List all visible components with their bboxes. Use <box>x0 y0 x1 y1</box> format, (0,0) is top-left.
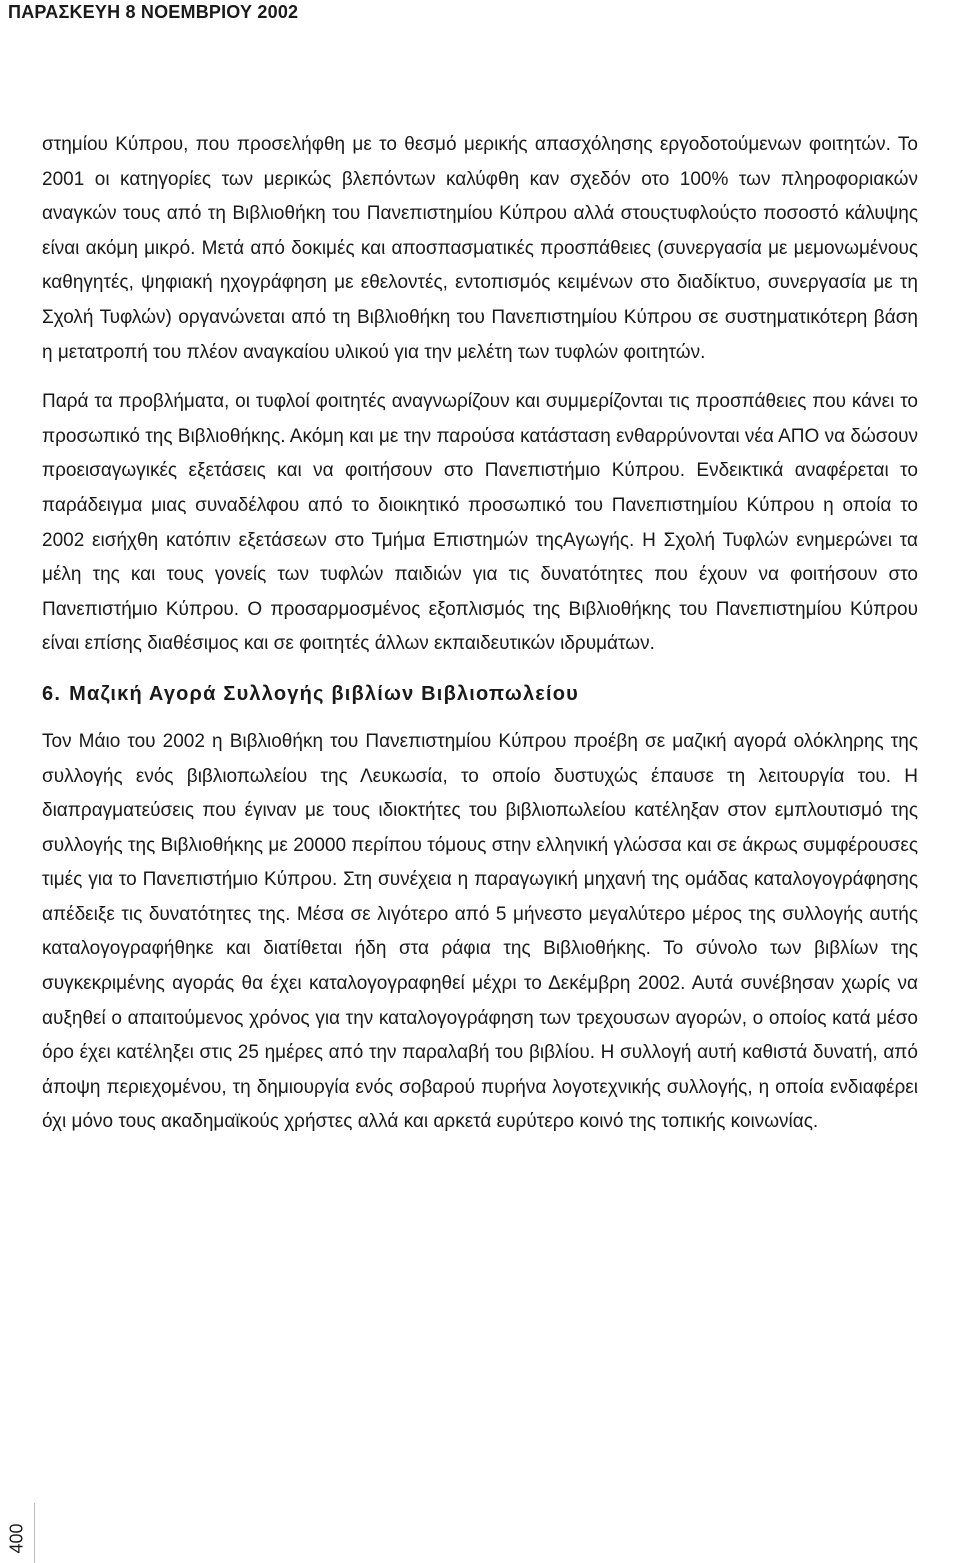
page-number <box>0 1503 34 1563</box>
page-body <box>42 128 918 1140</box>
page-number-rule <box>34 1503 35 1563</box>
body-paragraph: Παρά τα προβλήματα, οι τυφλοί φοιτητές αναγνωρίζουν και συμμερίζονται τις προσπάθειες που κάνει το προσωπικό της Βιβλιοθήκης. Ακόμη και με την παρούσα κατάσταση ενθαρρύνονται νέα ΑΠΟ να δώσουν προεισαγωγικές εξετάσεις και να φοιτήσουν στο Πανεπιστήμιο Κύπρου. Ενδεικτικά αναφέρεται το παράδειγμα μιας συναδέλφου από το διοικητικό προσωπικό του Πανεπιστημίου Κύπρου η οποία το 2002 εισήχθη κατόπιν εξετάσεων στο Τμήμα Επιστημών τηςΑγωγής. Η Σχολή Τυφλών ενημερώνει τα μέλη της και τους γονείς των τυφλών παιδιών για τις δυνατότητες που έχουν να φοιτήσουν στο Πανεπιστήμιο Κύπρου. Ο προσαρμοσμένος εξοπλισμός της Βιβλιοθήκης του Πανεπιστημίου Κύπρου είναι επίσης διαθέσιμος και σε φοιτητές άλλων εκπαιδευτικών ιδρυμάτων. <box>42 391 918 655</box>
section-paragraph: Τον Μάιο του 2002 η Βιβλιοθήκη του Πανεπιστημίου Κύπρου προέβη σε μαζική αγορά ολόκληρης της συλλογής ενός βιβλιοπωλείου της Λευκωσία, το οποίο δυστυχώς έπαυσε τη λειτουργία του. Η διαπραγματεύσεις που έγιναν με τους ιδιοκτήτες του βιβλιοπωλείου κατέληξαν στον εμπλουτισμό της συλλογής της Βιβλιοθήκης με 20000 περίπου τόμους στην ελληνική γλώσσα και σε άκρως συμφέρουσες τιμές για το Πανεπιστήμιο Κύπρου. Στη συνέχεια η παραγωγική μηχανή της ομάδας καταλογογράφησης απέδειξε τις δυνατότητες της. Μέσα σε λιγότερο από 5 μήνεστο μεγαλύτερο μέρος της συλλογής αυτής καταλογογραφήθηκε και διατίθεται ήδη στα ράφια της Βιβλιοθήκης. Το σύνολο των βιβλίων της συγκεκριμένης αγοράς θα έχει καταλογογραφηθεί μέχρι το Δεκέμβρη 2002. Αυτά συνέβησαν χωρίς να αυξηθεί ο απαιτούμενος χρόνος για την καταλογογράφηση των τρεχουσων αγορών, ο οποίος κατά μέσο όρο έχει κατέληξει στις 25 ημέρες από την παραλαβή του βιβλίου. Η συλλογή αυτή καθιστά δυνατή, από άποψη περιεχομένου, τη δημιουργία ενός σοβαρού πυρήνα λογοτεχνικής συλλογής, η οποία ενδιαφέρει όχι μόνο τους ακαδημαϊκούς χρήστες αλλά και αρκετά ευρύτερο κοινό της τοπικής κοινωνίας. <box>42 730 918 1133</box>
section-number: 6. <box>42 682 62 705</box>
page-number-label: 400 <box>6 1523 27 1554</box>
section-heading <box>42 677 918 711</box>
body-paragraph: στημίου Κύπρου, που προσελήφθη με το θεσμό μερικής απασχόλησης εργοδοτούμενων φοιτητών. Το 2001 οι κατηγορίες των μερικώς βλεπόντων καλύφθη καν σχεδόν οτο 100% των πληροφοριακών αναγκών τους από τη Βιβλιοθήκη του Πανεπιστημίου Κύπρου αλλά στουςτυφλούςτο ποσοστό κάλυψης είναι ακόμη μικρό. Μετά από δοκιμές και αποσπασματικές προσπάθειες (συνεργασία με μεμονωμένους καθηγητές, ψηφιακή ηχογράφηση με εθελοντές, εντοπισμός κειμένων στο διαδίκτυο, συνεργασία με τη Σχολή Τυφλών) οργανώνεται από τη Βιβλιοθήκη του Πανεπιστημίου Κύπρου σε συστηματικότερη βάση η μετατροπή του πλέον αναγκαίου υλικού για την μελέτη των τυφλών φοιτητών. <box>42 134 918 363</box>
running-header: ΠΑΡΑΣΚΕΥΗ 8 ΝΟΕΜΒΡΙΟΥ 2002 <box>8 2 299 22</box>
section-title: Μαζική Αγορά Συλλογής βιβλίων Βιβλιοπωλείου <box>69 682 579 705</box>
